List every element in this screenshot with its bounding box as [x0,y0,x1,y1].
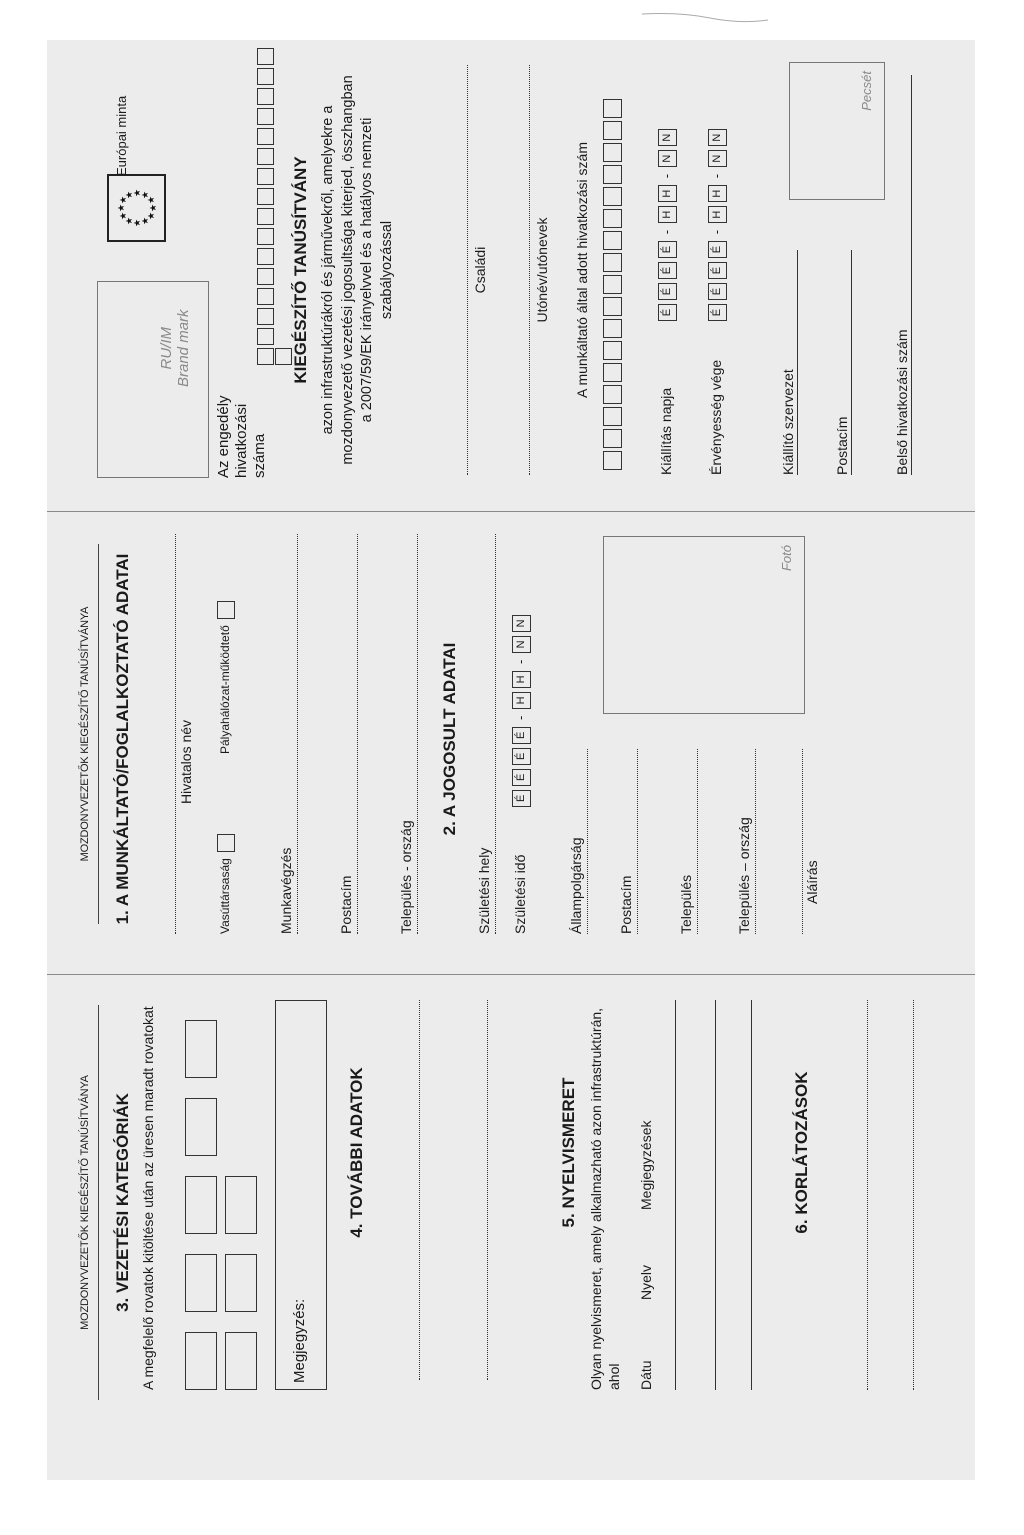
validity-end-row [707,125,727,475]
fold-line [47,511,975,512]
ref-box [257,328,274,345]
fold-line [47,974,975,975]
ref-box [257,248,274,265]
issuing-org-line[interactable] [797,250,798,475]
date-digit-box: É [658,262,677,279]
issue-date-label: Kiállítás napja [658,387,674,475]
section-title-language: 5. NYELVISMERET [559,1077,578,1228]
birthdate-boxes[interactable] [512,611,528,807]
validity-end-boxes[interactable] [708,125,724,321]
svg-text:★: ★ [141,216,151,226]
date-digit-box: H [512,692,531,709]
stamp-box [789,62,885,200]
svg-text:★: ★ [125,190,135,200]
date-digit-box: É [708,262,727,279]
eu-flag-icon [107,174,166,242]
citizenship-line[interactable] [587,749,588,934]
svg-text:★: ★ [117,203,127,213]
ref-box [275,348,292,365]
brand-mark-line2: Brand mark [175,309,193,387]
scan-artifact-mark [640,10,770,24]
language-intro: Olyan nyelvismeret, amely alkalmazható azon infrastruktúrán, ahol [588,1007,623,1390]
holder-settlement-line[interactable] [697,749,698,934]
ref-box [257,128,274,145]
ref-box [603,231,622,250]
ref-box [257,228,274,245]
family-name-label: Családi [472,246,488,294]
svg-text:★: ★ [147,211,157,221]
employer-reference-boxes[interactable] [603,96,622,470]
category-box[interactable] [185,1176,217,1234]
infrastructure-manager-label: Pályahálózat-működtető [218,625,233,754]
birthplace-line[interactable] [495,534,496,934]
column-date: Dátu [638,1360,654,1390]
date-digit-box: É [708,283,727,300]
restrictions-line[interactable] [867,1000,868,1390]
language-row-line[interactable] [675,1000,676,1390]
workplace-line[interactable] [297,534,298,934]
date-digit-box: H [658,206,677,223]
date-digit-box: É [658,241,677,258]
restrictions-line[interactable] [913,1000,914,1390]
ref-box [603,341,622,360]
ref-box [257,308,274,325]
eu-stars-icon [109,176,164,240]
category-box[interactable] [225,1176,257,1234]
railway-company-label: Vasúttársaság [218,858,233,934]
date-digit-box: É [708,304,727,321]
ref-box [257,168,274,185]
ref-box [603,297,622,316]
date-digit-box: N [512,636,531,653]
holder-postal-line[interactable] [637,749,638,934]
date-digit-box: É [708,241,727,258]
date-digit-box: N [658,150,677,167]
svg-text:★: ★ [133,218,143,228]
date-separator: - [658,229,674,235]
employer-settlement-line[interactable] [417,534,418,934]
section-title-holder: 2. A JOGOSULT ADATAI [440,642,459,836]
issuer-postal-line[interactable] [851,250,852,475]
ref-box [257,348,274,365]
date-separator: - [512,715,528,720]
language-row-line[interactable] [751,1000,752,1390]
photo-label: Fotó [779,545,795,572]
ref-box [257,148,274,165]
ref-box [257,268,274,285]
signature-line[interactable] [802,749,803,934]
ref-box [257,68,274,85]
brand-mark-box [97,281,209,478]
svg-text:★: ★ [149,203,159,213]
category-box[interactable] [225,1254,257,1312]
date-digit-box: H [512,671,531,688]
svg-text:★: ★ [147,195,157,205]
svg-text:★: ★ [119,195,129,205]
issue-date-row [657,125,677,475]
date-digit-box: N [512,615,531,632]
official-name-label: Hivatalos név [178,719,194,804]
ref-box [603,275,622,294]
category-box[interactable] [225,1332,257,1390]
given-names-label: Utónév/utónevek [534,217,550,323]
panel-categories [47,985,975,1440]
infrastructure-manager-checkbox[interactable] [217,601,235,619]
birthdate-row [511,611,531,934]
eu-model-label: Európai minta [114,95,129,176]
certificate-form [47,40,975,1440]
issuer-postal-label: Postacím [834,416,850,475]
further-data-line[interactable] [487,1000,488,1380]
date-separator: - [708,229,724,235]
ref-box [257,288,274,305]
column-notes: Megjegyzések [638,1120,654,1210]
section-title-categories: 3. VEZETÉSI KATEGÓRIÁK [113,1093,132,1312]
category-box[interactable] [185,1332,217,1390]
brand-mark-text [158,309,193,387]
date-digit-box: É [512,748,531,765]
ref-box [603,209,622,228]
ref-box [257,188,274,205]
section-title-employer: 1. A MUNKÁLTATÓ/FOGLALKOZTATÓ ADATAI [113,553,132,925]
ref-box [603,363,622,382]
panel-front-cover [47,40,975,500]
employer-settlement-label: Település - ország [398,820,414,934]
ref-box [603,99,622,118]
date-digit-box: N [708,129,727,146]
holder-settlement-country-line[interactable] [755,749,756,934]
brand-mark-line1: RU/IM [158,326,175,370]
language-row-line[interactable] [715,1000,716,1390]
panel-header: MOZDONYVEZETŐK KIEGÉSZÍTŐ TANÚSÍTVÁNYA [79,544,99,924]
date-digit-box: N [708,150,727,167]
holder-settlement-label: Település [678,874,694,934]
infrastructure-manager-option [217,601,235,754]
note-box[interactable] [275,1000,327,1390]
ref-box [603,385,622,404]
section-title-further-data: 4. TOVÁBBI ADATOK [347,1067,366,1238]
ref-box [603,143,622,162]
holder-settlement-country-label: Település – ország [736,817,752,934]
date-digit-box: É [658,304,677,321]
signature-label: Aláírás [804,860,820,904]
date-separator: - [512,659,528,664]
ref-box [603,253,622,272]
category-box[interactable] [185,1020,217,1078]
further-data-line[interactable] [419,1000,420,1380]
railway-company-option [217,834,235,934]
birthdate-label: Születési idő [512,854,528,934]
svg-text:★: ★ [119,211,129,221]
date-digit-box: É [512,727,531,744]
official-name-line[interactable] [175,534,176,934]
section-title-restrictions: 6. KORLÁTOZÁSOK [792,1071,811,1234]
licence-reference-label: Az engedély hivatkozási száma [215,395,268,478]
ref-box [603,121,622,140]
employer-reference-label: A munkáltató által adott hivatkozási szám [574,141,590,399]
ref-box [257,108,274,125]
date-digit-box: H [708,185,727,202]
employer-postal-line[interactable] [357,534,358,934]
certificate-description: azon infrastruktúrákról és járművekről, amelyekre a mozdonyvezető vezetési jogosultsága kiterjed, összhangban a 2007/59/EK irányelvvel és a hatályos nemzeti szabályozással [320,75,395,465]
ref-box [257,88,274,105]
photo-box [603,536,805,714]
ref-box [257,48,274,65]
employer-postal-label: Postacím [338,875,354,934]
column-language: Nyelv [638,1264,654,1300]
date-digit-box: N [658,129,677,146]
svg-text:★: ★ [133,188,143,198]
panel-header: MOZDONYVEZETŐK KIEGÉSZÍTŐ TANÚSÍTVÁNYA [79,1005,99,1400]
panel-employer-holder [47,524,975,964]
given-names-line[interactable] [529,65,530,475]
issue-date-boxes[interactable] [658,125,674,321]
workplace-label: Munkavégzés [278,847,294,934]
internal-reference-line[interactable] [911,75,912,475]
date-digit-box: É [512,769,531,786]
category-box[interactable] [185,1254,217,1312]
validity-end-label: Érvényesség vége [708,359,724,475]
stamp-label: Pecsét [859,71,875,111]
issuing-org-label: Kiállító szervezet [780,369,796,475]
licence-reference-boxes[interactable] [257,40,293,365]
ref-box [603,187,622,206]
date-digit-box: É [512,790,531,807]
citizenship-label: Állampolgárság [568,837,584,934]
ref-box [257,208,274,225]
certificate-title: KIEGÉSZÍTŐ TANÚSÍTVÁNY [291,156,310,384]
ref-box [603,319,622,338]
document-sheet [47,40,975,1480]
svg-text:★: ★ [141,190,151,200]
internal-reference-label: Belső hivatkozási szám [894,329,910,475]
ref-box [603,429,622,448]
holder-postal-label: Postacím [618,875,634,934]
date-digit-box: É [658,283,677,300]
category-box[interactable] [185,1098,217,1156]
categories-instruction: A megfelelő rovatok kitöltése után az üresen maradt rovatokat [140,1006,156,1390]
birthplace-label: Születési hely [476,847,492,934]
family-name-line[interactable] [467,65,468,475]
date-separator: - [708,173,724,179]
svg-text:★: ★ [125,216,135,226]
note-label: Megjegyzés: [291,1298,308,1383]
railway-company-checkbox[interactable] [217,834,235,852]
date-digit-box: H [708,206,727,223]
date-separator: - [658,173,674,179]
ref-box [603,165,622,184]
date-digit-box: H [658,185,677,202]
ref-box [603,407,622,426]
ref-box [603,451,622,470]
